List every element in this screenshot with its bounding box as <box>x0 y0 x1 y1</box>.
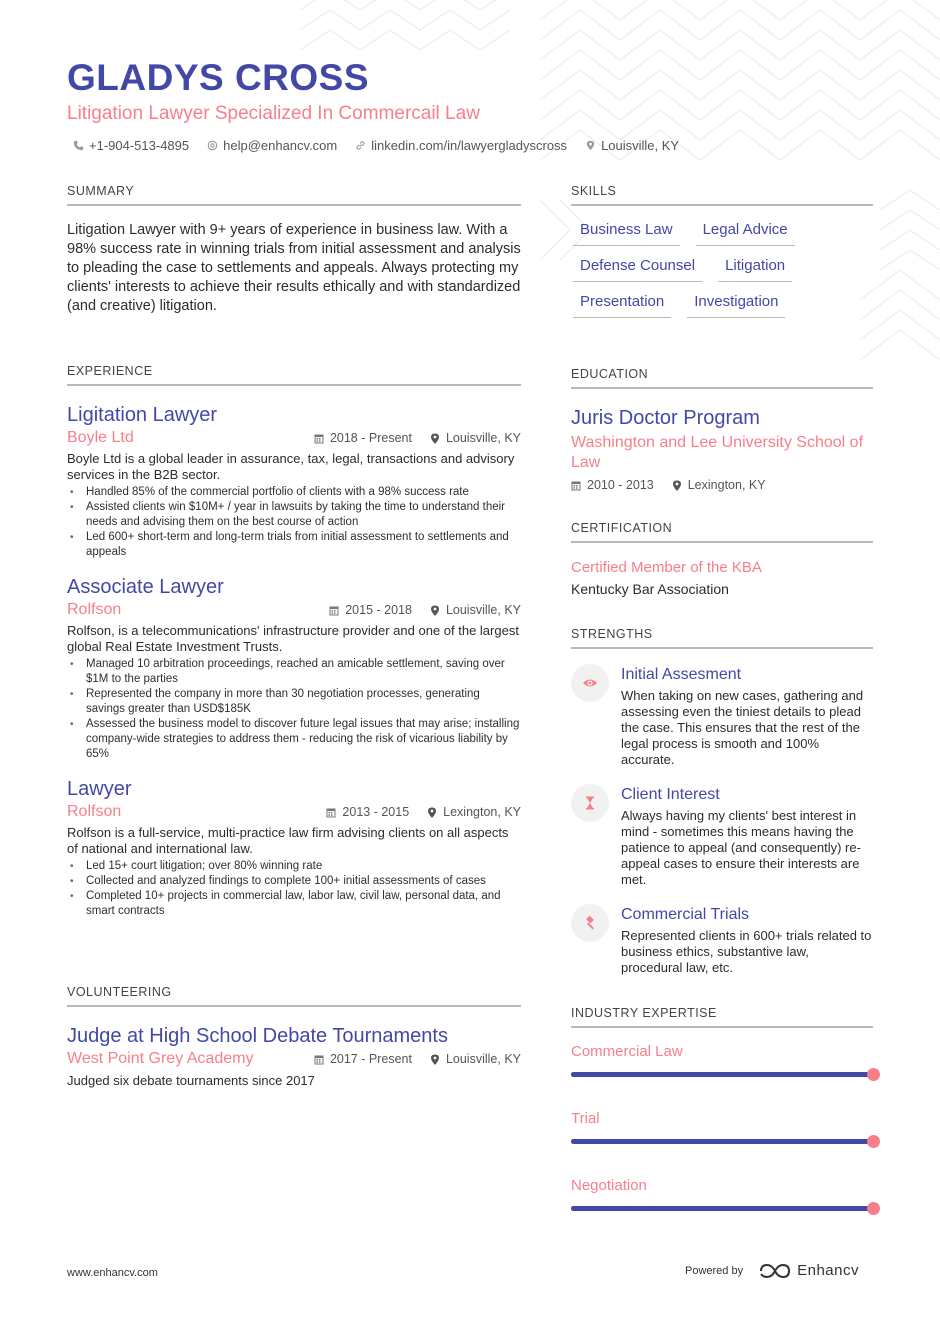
education-heading: EDUCATION <box>571 367 873 389</box>
job-bullet: • Collected and analyzed findings to complete 100+ initial assessments of cases <box>67 874 521 889</box>
footer-website[interactable]: www.enhancv.com <box>67 1267 158 1279</box>
candidate-title: Litigation Lawyer Specialized In Commercail Law <box>67 103 480 124</box>
footer-branding <box>685 1262 859 1279</box>
contact-location-text: Louisville, KY <box>601 138 680 153</box>
volunteer-org: West Point Grey Academy <box>67 1050 254 1067</box>
job-dates: 2018 - Present <box>329 431 412 445</box>
expertise-label: Trial <box>571 1110 600 1127</box>
expertise-bar-knob <box>867 1068 880 1081</box>
expertise-label: Negotiation <box>571 1177 647 1194</box>
calendar-icon <box>314 1054 324 1065</box>
strength-description: Represented clients in 600+ trials related to business ethics, substantive law, procedural law, etc. <box>621 928 872 975</box>
job-bullet: • Assisted clients win $10M+ / year in lawsuits by taking the time to understand their needs and advising them on the best course of action <box>67 500 521 530</box>
job-bullet: • Handled 85% of the commercial portfolio of clients with a 98% success rate <box>67 485 521 500</box>
brand-logo[interactable] <box>759 1262 859 1279</box>
certification-org: Kentucky Bar Association <box>571 581 729 597</box>
contact-email[interactable] <box>207 138 337 153</box>
certification-title: Certified Member of the KBA <box>571 559 762 576</box>
expertise-bar-fill <box>571 1206 873 1211</box>
strengths-section <box>571 627 873 976</box>
job-entry <box>67 402 521 560</box>
skills-section <box>571 184 873 318</box>
eye-icon <box>582 675 598 691</box>
experience-section <box>67 364 521 919</box>
job-location: Louisville, KY <box>445 603 521 617</box>
job-bullet: • Assessed the business model to discover future legal issues that may arise; installing company-wide strategies to address them - reducing the risk of vicarious liability by 65% <box>67 717 521 762</box>
strength-icon-wrap <box>571 784 609 822</box>
calendar-icon <box>571 480 581 491</box>
job-description: Rolfson is a full-service, multi-practice law firm advising clients on all aspects of national and international law. <box>67 825 509 856</box>
expertise-bar-knob <box>867 1135 880 1148</box>
job-bullet: • Led 15+ court litigation; over 80% winning rate <box>67 859 521 874</box>
volunteer-title: Judge at High School Debate Tournaments <box>67 1025 448 1047</box>
job-description: Rolfson, is a telecommunications' infrastructure provider and one of the largest global Real Estate Investment Trusts. <box>67 623 519 654</box>
job-bullet: • Completed 10+ projects in commercial law, labor law, civil law, personal data, and smart contracts <box>67 889 521 919</box>
strength-item <box>571 665 873 768</box>
skill-tag: Defense Counsel <box>573 256 702 282</box>
brand-name: Enhancv <box>797 1262 859 1279</box>
job-entry <box>67 776 521 919</box>
strength-item <box>571 905 873 976</box>
skill-tag: Investigation <box>687 292 785 318</box>
volunteer-location: Louisville, KY <box>445 1052 521 1066</box>
strength-description: Always having my clients' best interest in mind - sometimes this means having the patience to appeal (and consequently) re-appeal cases to ensure their interests are met. <box>621 808 861 887</box>
certification-section <box>571 521 873 597</box>
location-icon <box>430 433 440 444</box>
job-title: Associate Lawyer <box>67 576 224 598</box>
calendar-icon <box>326 807 336 818</box>
location-icon <box>672 480 682 491</box>
contact-phone[interactable] <box>73 138 189 153</box>
experience-heading: EXPERIENCE <box>67 364 521 386</box>
job-dates: 2013 - 2015 <box>342 805 410 819</box>
location-icon <box>427 807 437 818</box>
strengths-heading: STRENGTHS <box>571 627 873 649</box>
company-name: Rolfson <box>67 601 122 618</box>
volunteer-dates: 2017 - Present <box>329 1052 412 1066</box>
strength-item <box>571 785 873 888</box>
expertise-bar <box>571 1072 873 1077</box>
volunteering-heading: VOLUNTEERING <box>67 985 521 1007</box>
contact-location <box>585 138 679 153</box>
skill-tag: Legal Advice <box>696 220 795 246</box>
industry-expertise-heading: INDUSTRY EXPERTISE <box>571 1006 873 1028</box>
strength-title: Initial Assesment <box>621 666 742 683</box>
company-name: Boyle Ltd <box>67 429 134 446</box>
job-location: Louisville, KY <box>445 431 521 445</box>
volunteering-section <box>67 985 521 1089</box>
job-bullet: • Managed 10 arbitration proceedings, reached an amicable settlement, saving over $1M to the parties <box>67 657 521 687</box>
location-icon <box>585 140 596 151</box>
summary-section <box>67 184 521 316</box>
skills-heading: SKILLS <box>571 184 873 206</box>
expertise-bar <box>571 1139 873 1144</box>
calendar-icon <box>329 605 339 616</box>
education-section <box>571 367 873 492</box>
expertise-item <box>571 1110 873 1144</box>
company-name: Rolfson <box>67 803 122 820</box>
expertise-item <box>571 1177 873 1211</box>
expertise-bar-knob <box>867 1202 880 1215</box>
phone-icon <box>73 140 84 151</box>
strength-title: Client Interest <box>621 786 720 803</box>
skill-tag: Business Law <box>573 220 680 246</box>
job-dates: 2015 - 2018 <box>345 603 412 617</box>
skill-tag: Litigation <box>718 256 792 282</box>
education-dates: 2010 - 2013 <box>587 478 654 492</box>
skill-tag: Presentation <box>573 292 671 318</box>
expertise-label: Commercial Law <box>571 1043 683 1060</box>
at-icon <box>207 140 218 151</box>
expertise-item <box>571 1043 873 1077</box>
job-bullets <box>67 657 521 762</box>
industry-expertise-section <box>571 1006 873 1211</box>
summary-text: Litigation Lawyer with 9+ years of experience in business law. With a 98% success rate in winning trials from initial assessment and analysis to pleading the case to settlements and appeals. Always protecting my clients' interests to achieve their results ethically and with standardized (and creative) litigation. <box>67 222 521 314</box>
contact-linkedin-text: linkedin.com/in/lawyergladyscross <box>371 138 568 153</box>
location-icon <box>430 605 440 616</box>
enhancv-logo-icon <box>759 1263 791 1279</box>
link-icon <box>355 140 366 151</box>
gavel-icon <box>582 915 598 931</box>
certification-heading: CERTIFICATION <box>571 521 873 543</box>
location-icon <box>430 1054 440 1065</box>
education-location: Lexington, KY <box>687 478 766 492</box>
strength-description: When taking on new cases, gathering and assessing even the tiniest details to plead the case. This ensures that the rest of the legal process is smooth and 100% accurate. <box>621 688 864 767</box>
job-bullet: • Represented the company in more than 30 negotiation processes, generating savings greater than USD$185K <box>67 687 521 717</box>
job-description: Boyle Ltd is a global leader in assurance, tax, legal, transactions and advisory services in the B2B sector. <box>67 451 515 482</box>
expertise-bar-fill <box>571 1072 873 1077</box>
job-location: Lexington, KY <box>443 805 521 819</box>
education-degree: Juris Doctor Program <box>571 407 760 429</box>
volunteer-description: Judged six debate tournaments since 2017 <box>67 1073 315 1088</box>
education-school: Washington and Lee University School of Law <box>571 434 864 471</box>
job-bullets <box>67 859 521 919</box>
skills-list <box>571 220 873 318</box>
job-bullet: • Led 600+ short-term and long-term trials from initial assessment to settlements and appeals <box>67 530 521 560</box>
contact-bar <box>73 138 679 153</box>
hourglass-icon <box>582 795 598 811</box>
contact-email-text: help@enhancv.com <box>223 138 338 153</box>
expertise-bar <box>571 1206 873 1211</box>
powered-by-label: Powered by <box>685 1264 744 1277</box>
summary-heading: SUMMARY <box>67 184 521 206</box>
candidate-name: GLADYS CROSS <box>67 57 370 98</box>
job-title: Ligitation Lawyer <box>67 404 218 426</box>
strength-icon-wrap <box>571 664 609 702</box>
job-title: Lawyer <box>67 778 132 800</box>
contact-linkedin[interactable] <box>355 138 567 153</box>
job-entry <box>67 574 521 762</box>
contact-phone-text: +1-904-513-4895 <box>89 138 190 153</box>
job-bullets <box>67 485 521 560</box>
strength-title: Commercial Trials <box>621 906 750 923</box>
strength-icon-wrap <box>571 904 609 942</box>
calendar-icon <box>314 433 324 444</box>
expertise-bar-fill <box>571 1139 873 1144</box>
